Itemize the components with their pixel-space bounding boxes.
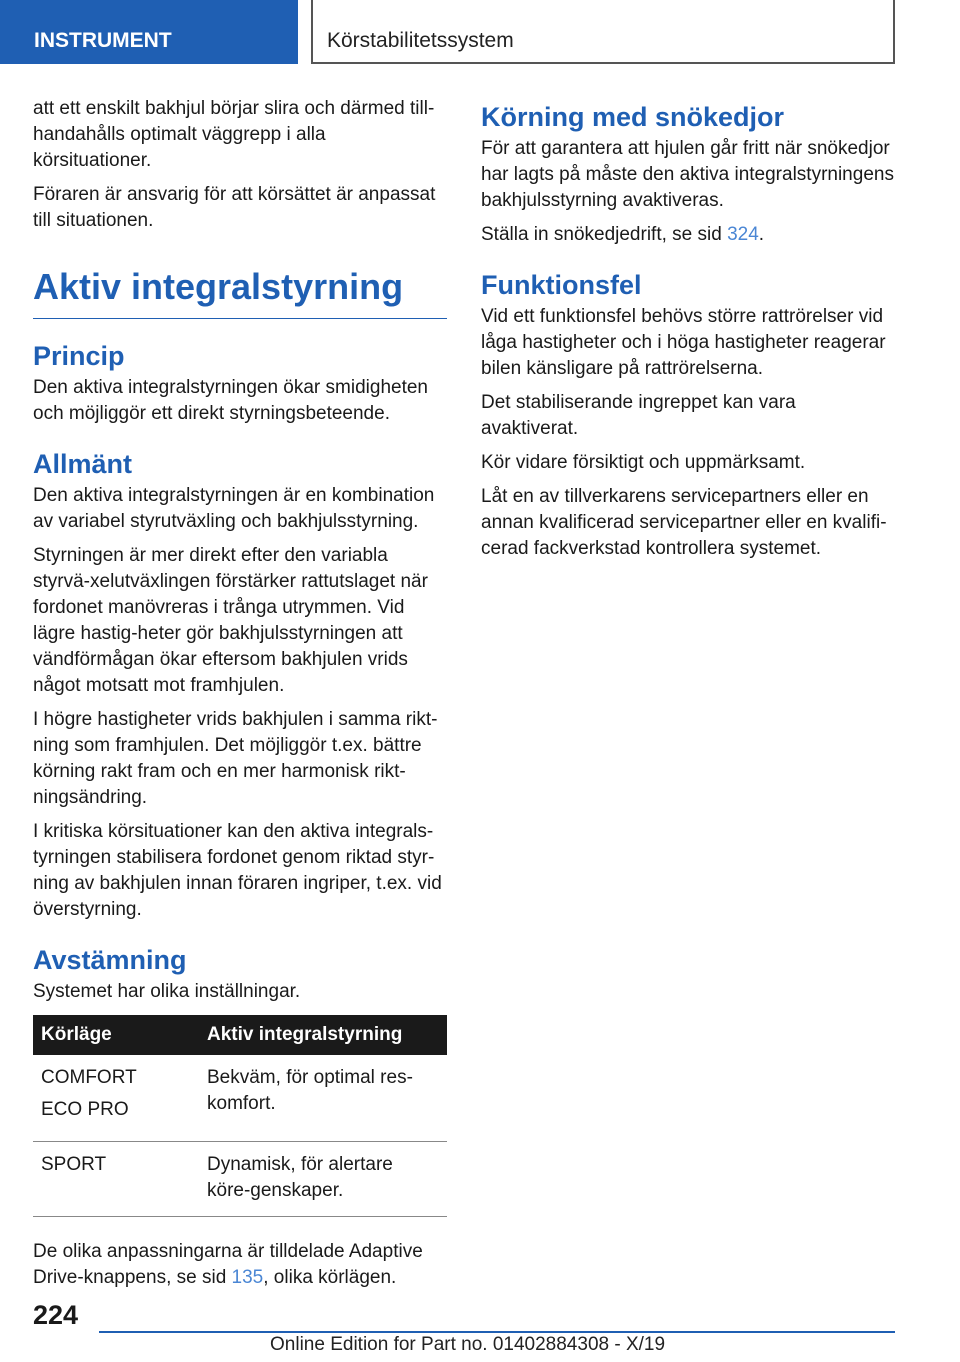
- funktionsfel-paragraph: Låt en av tillverkarens servicepartners eller en annan kvalificerad servicepartner eller en kvalifi-cerad fackverkstad kontrollera systemet.: [481, 486, 887, 559]
- topic-title: Körstabilitetssystem: [311, 0, 895, 64]
- heading-funktionsfel: Funktionsfel: [481, 270, 642, 300]
- adaptive-drive-text: [33, 1239, 447, 1291]
- page-link-324[interactable]: 324: [727, 224, 759, 245]
- table-header-mode: Körläge: [33, 1015, 199, 1055]
- heading-snokedjor: Körning med snökedjor: [481, 102, 785, 132]
- page-number: 224: [33, 1300, 79, 1330]
- section-tab: INSTRUMENT: [0, 0, 298, 64]
- mode-name: SPORT: [41, 1154, 107, 1175]
- table-cell-desc: Dynamisk, för alertare köre-genskaper.: [199, 1142, 447, 1217]
- snokedjor-text: För att garantera att hjulen går fritt när snökedjor har lagts på måste den aktiva integralstyrningens bakhjulsstyrning avaktiveras.: [481, 138, 894, 211]
- heading-princip: Princip: [33, 341, 125, 371]
- snokedjor-reference-post: .: [758, 224, 765, 245]
- funktionsfel-paragraph: Kör vidare försiktigt och uppmärksamt.: [481, 452, 806, 473]
- footer-divider: [99, 1331, 895, 1333]
- snokedjor-reference: [481, 222, 895, 248]
- table-row: [33, 1142, 447, 1217]
- table-cell-mode: [33, 1055, 199, 1142]
- heading-allmant: Allmänt: [33, 449, 133, 479]
- mode-table: [33, 1015, 447, 1217]
- allmant-paragraph: I kritiska körsituationer kan den aktiva integrals-tyrningen stabilisera fordonet genom riktad styr-ning av bakhjulen innan föraren ingriper, t.ex. vid överstyrning.: [33, 821, 442, 920]
- chapter-title: Aktiv integralstyrning: [33, 264, 447, 319]
- intro-paragraph: att ett enskilt bakhjul börjar slira och därmed till-handahålls optimalt väggrepp i alla körsituationer.: [33, 98, 435, 171]
- allmant-paragraph: I högre hastigheter vrids bakhjulen i samma rikt-ning som framhjulen. Det möjliggör t.ex. bättre körning rakt fram och en mer harmonisk rikt-ningsändring.: [33, 709, 438, 808]
- right-column: [481, 96, 895, 570]
- adaptive-drive-text-post: , olika körlägen.: [263, 1267, 397, 1288]
- heading-avstamning: Avstämning: [33, 945, 187, 975]
- edition-footer: Online Edition for Part no. 01402884308 - X/19: [270, 1334, 666, 1355]
- table-header-row: [33, 1015, 447, 1055]
- allmant-paragraph: Styrningen är mer direkt efter den variabla styrvä-xelutväxlingen förstärker rattutslaget när fordonet manövreras i trånga utrymmen. Vid lägre hastig-heter gör bakhjulsstyrningen att vändförmågan ökar eftersom bakhjulen vrids något motsatt mot framhjulen.: [33, 545, 428, 696]
- left-column: [33, 96, 447, 1299]
- intro-paragraph: Föraren är ansvarig för att körsättet är anpassat till situationen.: [33, 184, 436, 231]
- table-cell-desc: Bekväm, för optimal res-komfort.: [199, 1055, 447, 1142]
- mode-name: COMFORT: [41, 1067, 137, 1088]
- funktionsfel-paragraph: Det stabiliserande ingreppet kan vara avaktiverat.: [481, 392, 796, 439]
- allmant-paragraph: Den aktiva integralstyrningen är en kombination av variabel styrutväxling och bakhjulsstyrning.: [33, 485, 435, 532]
- snokedjor-reference-pre: Ställa in snökedjedrift, se sid: [481, 224, 728, 245]
- page-link-135[interactable]: 135: [231, 1267, 264, 1288]
- princip-text: Den aktiva integralstyrningen ökar smidigheten och möjliggör ett direkt styrningsbeteende.: [33, 377, 428, 424]
- table-header-steering: Aktiv integralstyrning: [199, 1015, 447, 1055]
- funktionsfel-paragraph: Vid ett funktionsfel behövs större rattrörelser vid låga hastigheter och i höga hastigheter reagerar bilen känsligare på rattrörelserna.: [481, 306, 886, 379]
- mode-name: ECO PRO: [41, 1099, 129, 1120]
- adaptive-drive-text-pre: De olika anpassningarna är tilldelade Adaptive Drive-knappens, se sid: [33, 1241, 423, 1288]
- table-row: [33, 1055, 447, 1142]
- table-cell-mode: [33, 1142, 199, 1217]
- avstamning-text: Systemet har olika inställningar.: [33, 981, 301, 1002]
